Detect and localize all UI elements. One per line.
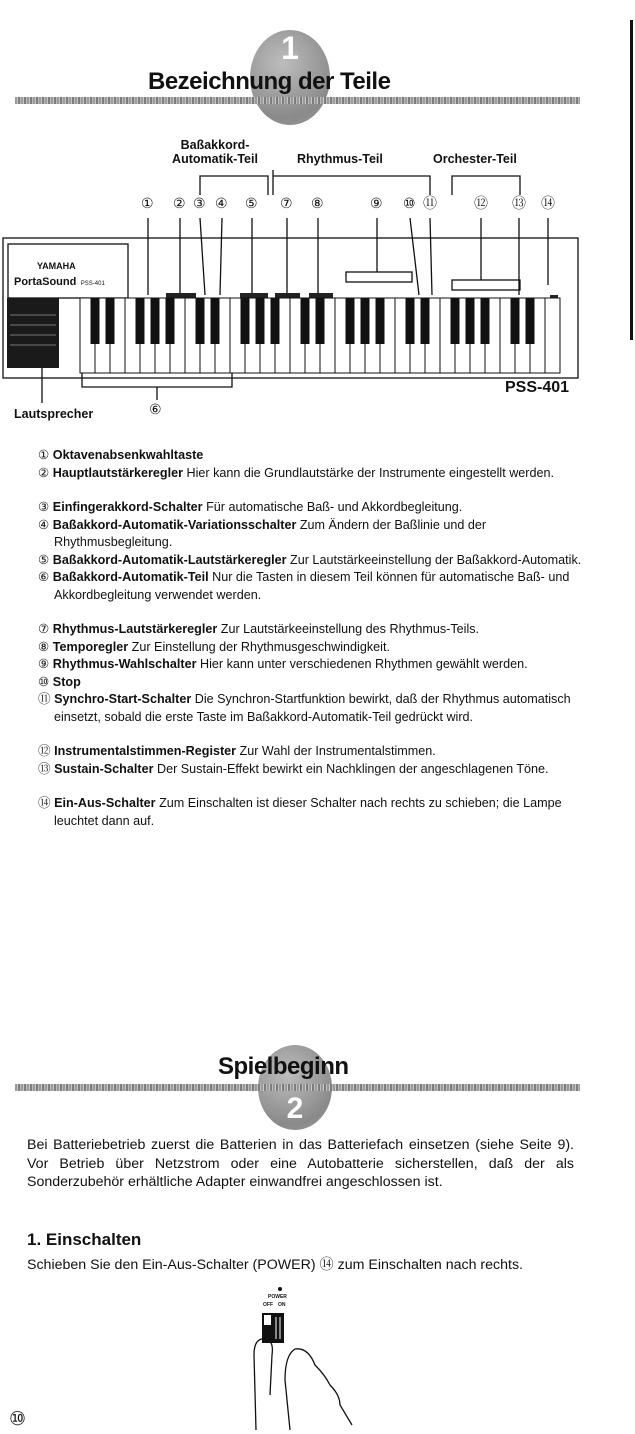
part-item <box>38 691 598 726</box>
black-key <box>316 298 325 344</box>
on-label: ON <box>278 1302 286 1308</box>
part-number: ② <box>38 465 50 480</box>
part-number: ⑥ <box>38 570 50 584</box>
part-description: Hier kann unter verschiedenen Rhythmen gewählt werden. <box>199 657 528 671</box>
part-description: Der Sustain-Effekt bewirkt ein Nachklingen der angeschlagenen Töne. <box>156 761 549 776</box>
part-description: Zur Lautstärkeeinstellung der Baßakkord-Automatik. <box>290 552 582 567</box>
callout-number: ⑬ <box>512 195 526 211</box>
black-key <box>526 298 535 344</box>
black-key <box>91 298 100 344</box>
part-number: ④ <box>38 517 50 532</box>
callout-number: ② <box>173 195 186 211</box>
part-item <box>38 761 598 779</box>
intro-paragraph: Bei Batteriebetrieb zuerst die Batterien in das Batteriefach einsetzen (siehe Seite 9). Vor Betrieb über Netzstrom oder eine Autobatterie sicherstellen, daß der als Sonderzubehör erhältliche Adapter einwandfrei angeschlossen ist. <box>27 1137 574 1190</box>
part-name: Ein-Aus-Schalter <box>54 796 156 810</box>
part-item <box>38 465 598 483</box>
part-number: ① <box>38 448 50 462</box>
part-number: ⑤ <box>38 552 50 567</box>
black-key <box>406 298 415 344</box>
part-name: Rhythmus-Lautstärkeregler <box>52 622 218 636</box>
group-label-rhythm: Rhythmus-Teil <box>297 152 383 166</box>
part-item <box>38 499 598 517</box>
section-divider <box>15 97 580 104</box>
part-name: Baßakkord-Automatik-Teil <box>52 570 209 584</box>
part-name: Rhythmus-Wahlschalter <box>52 657 197 671</box>
part-name: Einfingerakkord-Schalter <box>52 500 203 514</box>
speaker-grille <box>7 298 59 368</box>
part-name: Stop <box>52 674 81 689</box>
part-name: Oktavenabsenkwahltaste <box>52 448 204 462</box>
part-item <box>38 552 598 570</box>
part-name: Synchro-Start-Schalter <box>54 692 192 706</box>
black-key <box>301 298 310 344</box>
part-item <box>38 656 598 674</box>
part-description: Nur die Tasten in diesem Teil können für automatische Baß- und Akkordbegleitung verwendet werden. <box>54 570 570 602</box>
section-title: Bezeichnung der Teile <box>148 68 391 95</box>
product-label <box>14 274 105 291</box>
product-name: PortaSound <box>14 276 77 288</box>
product-model-small: PSS-401 <box>80 281 105 287</box>
callout-number: ⑤ <box>245 195 258 211</box>
model-label: PSS-401 <box>505 379 570 396</box>
speaker-label: Lautsprecher <box>14 407 94 421</box>
power-label: POWER <box>268 1294 287 1300</box>
group-label-line: Baßakkord- <box>180 138 250 152</box>
part-number: ⑭ <box>38 796 51 810</box>
black-key <box>376 298 385 344</box>
part-item <box>38 795 598 830</box>
spacer <box>38 726 598 743</box>
black-key <box>166 298 175 344</box>
part-number: ③ <box>38 500 50 514</box>
white-key <box>545 298 560 373</box>
part-name: Baßakkord-Automatik-Lautstärkeregler <box>52 552 287 567</box>
part-name: Instrumentalstimmen-Register <box>54 744 237 758</box>
callout-number: ③ <box>193 195 206 211</box>
part-description: Für automatische Baß- und Akkordbegleitung. <box>206 500 463 514</box>
callout-number: ⑦ <box>280 195 293 211</box>
instruction-text: Schieben Sie den Ein-Aus-Schalter (POWER) ⑭ zum Einschalten nach rechts. <box>27 1257 523 1273</box>
black-key <box>136 298 145 344</box>
callout-number: ④ <box>215 195 228 211</box>
group-label-orchestra: Orchester-Teil <box>433 152 517 166</box>
part-item <box>38 674 598 692</box>
page-number: ⑩ <box>9 1409 27 1430</box>
part-description: Zur Einstellung der Rhythmusgeschwindigkeit. <box>131 639 390 654</box>
part-number: ⑧ <box>38 639 50 654</box>
black-key <box>151 298 160 344</box>
black-key <box>466 298 475 344</box>
black-key <box>361 298 370 344</box>
callout-number: ⑭ <box>541 195 555 211</box>
part-name: Sustain-Schalter <box>54 761 154 776</box>
group-label-line: Automatik-Teil <box>172 152 258 166</box>
black-key <box>256 298 265 344</box>
callout-number: ⑪ <box>423 195 437 211</box>
part-description: Zur Wahl der Instrumentalstimmen. <box>239 744 436 758</box>
part-description: Hier kann die Grundlautstärke der Instrumente eingestellt werden. <box>186 465 554 480</box>
section-number: 2 <box>286 1092 304 1125</box>
callout-number: ⑫ <box>474 195 488 211</box>
off-label: OFF <box>263 1302 273 1308</box>
part-description: Zum Ändern der Baßlinie und der Rhythmusbegleitung. <box>54 517 487 549</box>
black-key <box>481 298 490 344</box>
part-number: ⑬ <box>38 761 51 776</box>
callout-number: ① <box>141 195 154 211</box>
spacer <box>38 604 598 621</box>
brand-label: YAMAHA <box>37 261 76 271</box>
callout-6: ⑥ <box>149 401 162 417</box>
part-item <box>38 639 598 657</box>
section-number: 1 <box>281 30 299 66</box>
black-key <box>211 298 220 344</box>
section-divider <box>15 1084 580 1091</box>
black-key <box>346 298 355 344</box>
part-name: Temporegler <box>52 639 129 654</box>
part-number: ⑫ <box>38 744 51 758</box>
black-key <box>451 298 460 344</box>
part-item <box>38 447 598 465</box>
black-key <box>196 298 205 344</box>
part-description: Zum Einschalten ist dieser Schalter nach rechts zu schieben; die Lampe leuchtet dann auf. <box>54 796 562 828</box>
black-key <box>511 298 520 344</box>
spacer <box>38 778 598 795</box>
black-key <box>241 298 250 344</box>
part-number: ⑨ <box>38 657 50 671</box>
part-number: ⑦ <box>38 622 50 636</box>
callout-number: ⑧ <box>311 195 324 211</box>
part-description: Die Synchron-Startfunktion bewirkt, daß der Rhythmus automatisch einsetzt, sobald die erste Taste im Baßakkord-Automatik-Teil gedrückt wird. <box>54 692 571 724</box>
subheading: 1. Einschalten <box>27 1230 142 1249</box>
callout-number: ⑨ <box>370 195 383 211</box>
part-number: ⑩ <box>38 674 50 689</box>
part-item <box>38 621 598 639</box>
black-key <box>421 298 430 344</box>
parts-list <box>38 447 598 830</box>
part-description: Zur Lautstärkeeinstellung des Rhythmus-Teils. <box>220 622 480 636</box>
black-key <box>271 298 280 344</box>
section-title: Spielbeginn <box>218 1053 349 1080</box>
black-key <box>106 298 115 344</box>
part-item <box>38 517 598 552</box>
part-number: ⑪ <box>38 692 51 706</box>
part-name: Hauptlautstärkeregler <box>52 465 183 480</box>
part-item <box>38 743 598 761</box>
part-item <box>38 569 598 604</box>
hand-switch-drawing <box>240 1285 370 1434</box>
part-name: Baßakkord-Automatik-Variationsschalter <box>52 517 297 532</box>
callout-number: ⑩ <box>403 195 416 211</box>
spacer <box>38 482 598 499</box>
